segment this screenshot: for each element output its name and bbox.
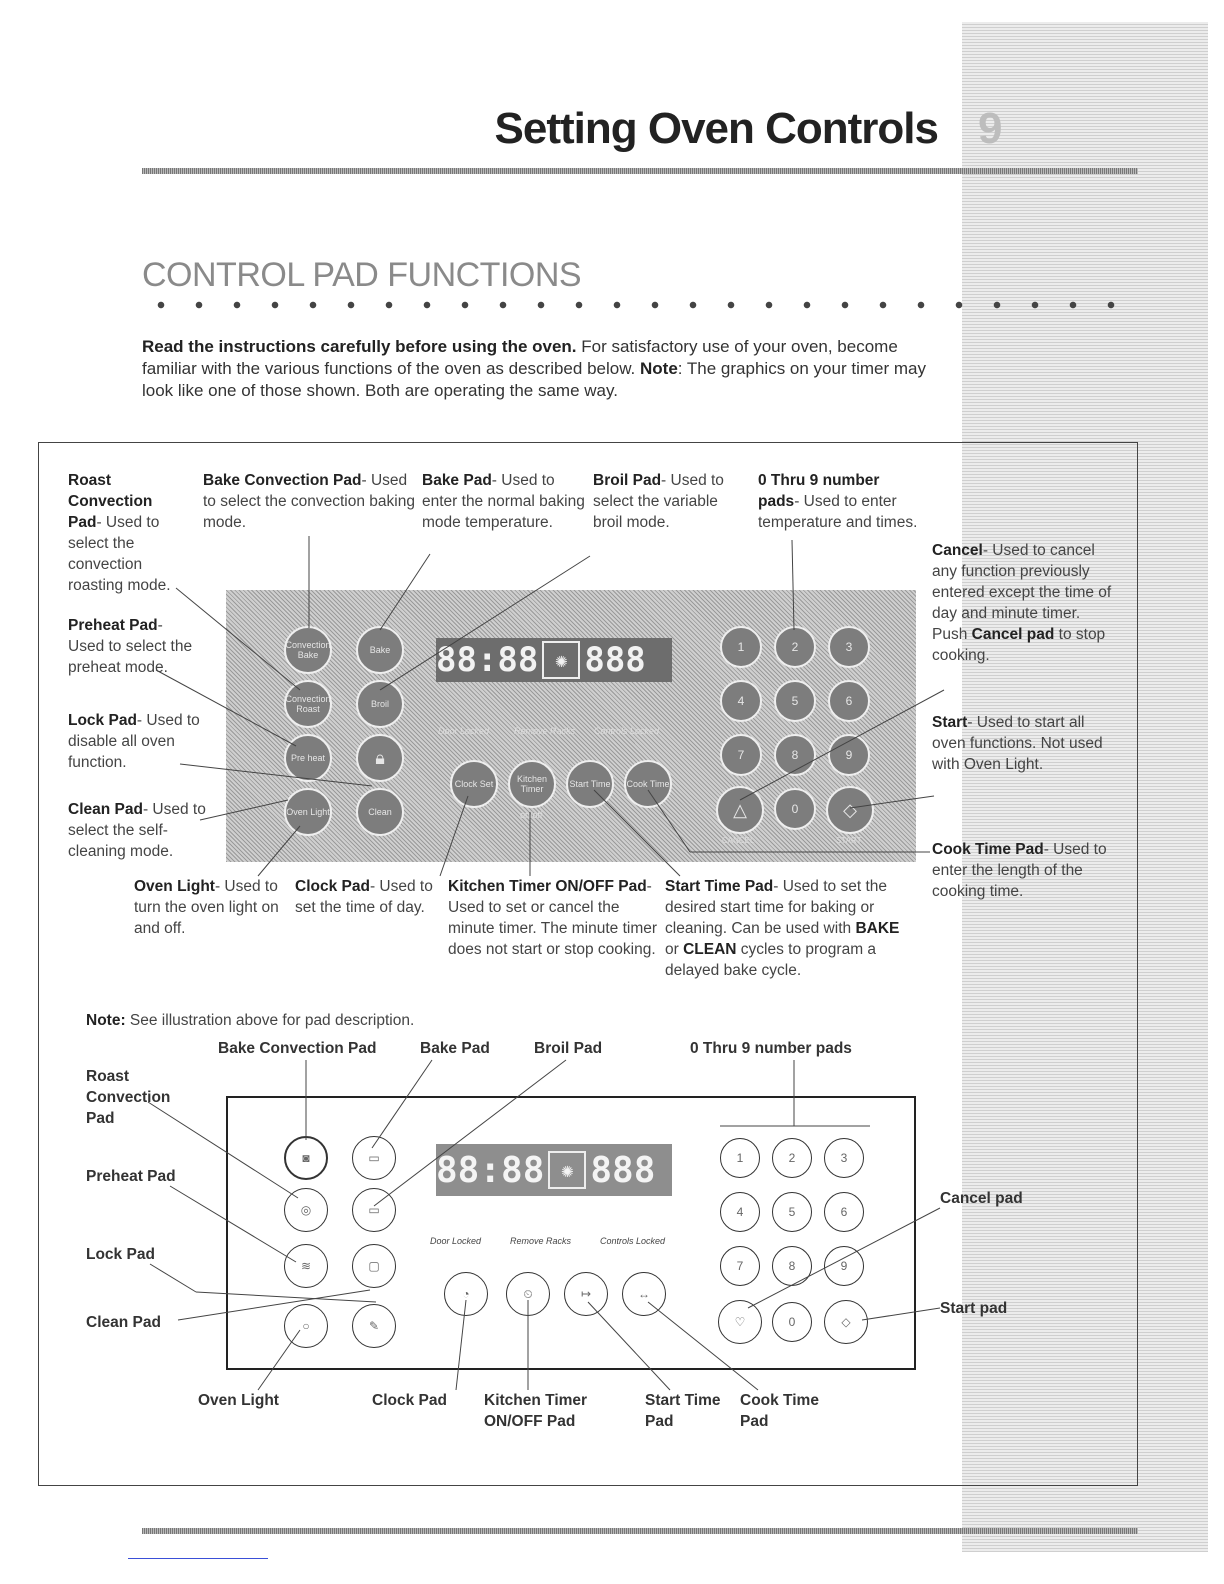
start-pad-2[interactable]	[824, 1300, 868, 1344]
page-number: 9	[978, 104, 1003, 153]
roast-icon: ◎	[300, 1203, 312, 1217]
label-oven-light: Oven Light- Used to turn the oven light on and off.	[134, 878, 279, 937]
start-time-pad-2[interactable]	[564, 1272, 608, 1316]
label-cancel: Cancel- Used to cancel any function previously entered except the time of day and minute timer. Push Cancel pad to stop cooking.	[932, 542, 1112, 664]
digit-pad-2[interactable]: 2	[774, 626, 816, 668]
clock-set-pad[interactable]: Clock Set	[450, 760, 498, 808]
bake-pad[interactable]: Bake	[356, 626, 404, 674]
lock-pad[interactable]	[356, 734, 404, 782]
oven-light-pad-2[interactable]	[284, 1304, 328, 1348]
digit-pad-7[interactable]: 7	[720, 734, 762, 776]
broil-pad-2[interactable]	[352, 1188, 396, 1232]
label-bake: Bake Pad- Used to enter the normal baking mode temperature.	[422, 472, 585, 531]
convection-roast-pad[interactable]: Convection Roast	[284, 680, 332, 728]
indicator-door-locked: Door Locked	[438, 726, 490, 736]
clean-brush-icon: ✎	[368, 1319, 380, 1333]
digit-pad-1[interactable]: 1	[720, 626, 762, 668]
convection-icon: ◙	[302, 1151, 310, 1165]
kitchen-timer-sublabel: on/off	[520, 810, 543, 820]
digit2-pad-9[interactable]: 9	[824, 1246, 864, 1286]
indicator-remove-racks: Remove Racks	[514, 726, 576, 736]
label2-broil: Broil Pad	[534, 1040, 603, 1057]
label-cook-time: Cook Time Pad- Used to enter the length of the cooking time.	[932, 841, 1107, 900]
digit2-pad-0[interactable]: 0	[772, 1302, 812, 1342]
temp-readout: 888	[584, 640, 646, 680]
digit-pad-8[interactable]: 8	[774, 734, 816, 776]
cook-time-pad-2[interactable]	[622, 1272, 666, 1316]
lock-icon: 🔒︎	[375, 748, 385, 768]
cancel-pad[interactable]	[716, 786, 764, 834]
digit-pad-0[interactable]: 0	[774, 788, 816, 830]
diamond-icon: ◇	[843, 800, 857, 820]
label-roast-convection: Roast Convection Pad- Used to select the convection roasting mode.	[68, 472, 171, 594]
label-clock: Clock Pad- Used to set the time of day.	[295, 878, 433, 916]
triangle-icon: △	[733, 800, 747, 820]
lcd-display	[436, 638, 672, 682]
clean-pad-2[interactable]	[352, 1304, 396, 1348]
cancel-pad-2[interactable]	[718, 1300, 762, 1344]
intro-paragraph: Read the instructions carefully before using the oven. For satisfactory use of your oven, become familiar with the various functions of the oven as described below. Note: The graphics on your timer may look like one of those shown. Both are operating the same way.	[142, 337, 926, 400]
label-broil: Broil Pad- Used to select the variable broil mode.	[593, 472, 724, 531]
digit-pad-4[interactable]: 4	[720, 680, 762, 722]
label-lock: Lock Pad- Used to disable all oven function.	[68, 712, 200, 771]
preheat-pad[interactable]: Pre heat	[284, 734, 332, 782]
digit2-pad-5[interactable]: 5	[772, 1192, 812, 1232]
digit2-pad-2[interactable]: 2	[772, 1138, 812, 1178]
convection-bake-pad[interactable]: Convection Bake	[284, 626, 332, 674]
start-pad-label: START	[836, 836, 862, 845]
digit-pad-5[interactable]: 5	[774, 680, 816, 722]
oven-light-pad[interactable]: Oven Light	[284, 788, 332, 836]
convection-fan-icon-2: ✺	[548, 1151, 586, 1189]
footer-link-underline	[128, 1558, 268, 1559]
lock-icon: ▢	[368, 1259, 380, 1273]
digit2-pad-3[interactable]: 3	[824, 1138, 864, 1178]
bake-icon: ▭	[368, 1151, 380, 1165]
label-bake-convection: Bake Convection Pad- Used to select the convection baking mode.	[203, 472, 415, 531]
page-title: Setting Oven Controls	[494, 104, 938, 153]
lock-pad-2[interactable]	[352, 1244, 396, 1288]
label2-preheat: Preheat Pad	[86, 1168, 176, 1185]
time-readout: 88:88	[436, 640, 539, 680]
indicator2-door-locked: Door Locked	[430, 1236, 482, 1246]
digit2-pad-6[interactable]: 6	[824, 1192, 864, 1232]
kitchen-timer-pad[interactable]: Kitchen Timer	[508, 760, 556, 808]
broil-pad[interactable]: Broil	[356, 680, 404, 728]
label-kitchen-timer: Kitchen Timer ON/OFF Pad- Used to set or cancel the minute timer. The minute timer does not start or stop cooking.	[448, 878, 658, 958]
label2-oven-light: Oven Light	[198, 1392, 279, 1409]
diamond-icon: ◇	[841, 1315, 851, 1329]
roast-convection-pad-2[interactable]	[284, 1188, 328, 1232]
bottom-rule	[142, 1528, 1138, 1534]
label2-bake: Bake Pad	[420, 1040, 490, 1057]
clock-pad-2[interactable]	[444, 1272, 488, 1316]
bake-convection-pad-2[interactable]	[284, 1136, 328, 1180]
label2-cancel: Cancel pad	[940, 1190, 1023, 1207]
control-panel-drawing	[226, 1096, 916, 1370]
digit-pad-6[interactable]: 6	[828, 680, 870, 722]
kitchen-timer-pad-2[interactable]	[506, 1272, 550, 1316]
timer-icon: ⏲︎	[523, 1287, 533, 1301]
convection-fan-icon: ✺	[542, 641, 580, 679]
digit2-pad-4[interactable]: 4	[720, 1192, 760, 1232]
start-pad[interactable]	[826, 786, 874, 834]
label-start: Start- Used to start all oven functions. Not used with Oven Light.	[932, 714, 1103, 773]
bake-pad-2[interactable]	[352, 1136, 396, 1180]
lcd-display-2	[436, 1144, 672, 1196]
label2-start: Start pad	[940, 1300, 1008, 1317]
label-number-pads: 0 Thru 9 number pads- Used to enter temperature and times.	[758, 472, 918, 531]
indicator2-controls-locked: Controls Locked	[600, 1236, 666, 1246]
digit-pad-9[interactable]: 9	[828, 734, 870, 776]
label2-start-time: Start Time Pad	[645, 1392, 721, 1430]
start-time-pad[interactable]: Start Time	[566, 760, 614, 808]
label-preheat: Preheat Pad- Used to select the preheat mode.	[68, 617, 193, 676]
digit-pad-3[interactable]: 3	[828, 626, 870, 668]
section-heading: CONTROL PAD FUNCTIONS	[142, 256, 582, 294]
label2-lock: Lock Pad	[86, 1246, 155, 1263]
label-start-time: Start Time Pad- Used to set the desired start time for baking or cleaning. Can be used with BAKE or CLEAN cycles to program a delayed bake cycle.	[665, 878, 900, 979]
note-text: Note: See illustration above for pad description.	[86, 1012, 415, 1029]
time-readout-2: 88:88	[436, 1149, 545, 1191]
broil-icon: ▭	[368, 1203, 380, 1217]
indicator-controls-locked: Controls Locked	[594, 726, 660, 736]
label2-number-pads: 0 Thru 9 number pads	[690, 1040, 852, 1057]
cook-time-pad[interactable]: Cook Time	[624, 760, 672, 808]
label2-clock: Clock Pad	[372, 1392, 447, 1409]
heart-shape-icon: ♡	[734, 1315, 746, 1329]
clock-icon: ◔	[462, 1287, 470, 1301]
arrow-right-icon: ↦	[580, 1287, 592, 1301]
label2-kitchen-timer: Kitchen Timer ON/OFF Pad	[484, 1392, 588, 1430]
clean-pad[interactable]: Clean	[356, 788, 404, 836]
span-arrow-icon: ↔	[638, 1287, 650, 1301]
heat-waves-icon: ≋	[300, 1259, 312, 1273]
digit2-pad-8[interactable]: 8	[772, 1246, 812, 1286]
cancel-pad-label: CANCEL	[722, 836, 755, 845]
top-rule	[142, 168, 1138, 174]
label2-roast-convection: Roast Convection Pad	[86, 1068, 171, 1127]
digit2-pad-7[interactable]: 7	[720, 1246, 760, 1286]
label2-clean: Clean Pad	[86, 1314, 161, 1331]
label2-bake-convection: Bake Convection Pad	[218, 1040, 377, 1057]
preheat-pad-2[interactable]	[284, 1244, 328, 1288]
digit2-pad-1[interactable]: 1	[720, 1138, 760, 1178]
light-bulb-icon: ○	[302, 1319, 310, 1333]
indicator2-remove-racks: Remove Racks	[510, 1236, 572, 1246]
label2-cook-time: Cook Time Pad	[740, 1392, 819, 1430]
label-clean: Clean Pad- Used to select the self-cleaning mode.	[68, 801, 206, 860]
temp-readout-2: 888	[590, 1149, 656, 1191]
dotted-divider	[142, 300, 1142, 310]
